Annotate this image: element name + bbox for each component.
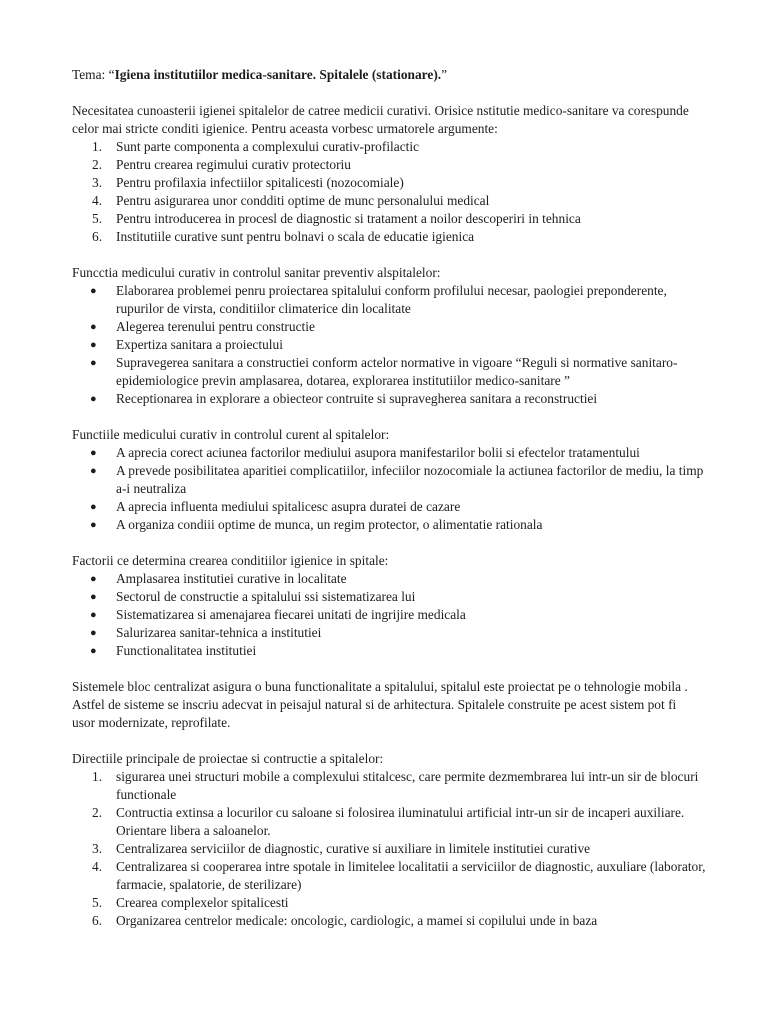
list-number: 6.: [92, 229, 103, 244]
list-item: 4. Centralizarea si cooperarea intre spotale in limitelee localitatii a serviciilor de diagnostic, auxuliare (laborator, farmacie, spalatorie, de sterilizare): [92, 859, 706, 892]
list-item: 1. sigurarea unei structuri mobile a complexului stitalcesc, care permite dezmembrarea lui intr-un sir de blocuri functionale: [92, 769, 699, 802]
list-number: 5.: [92, 211, 103, 226]
section-heading: Funcctia medicului curativ in controlul sanitar preventiv alspitalelor:: [72, 265, 441, 280]
list-number: 1.: [92, 139, 103, 154]
list-item: ● A organiza condiii optime de munca, un regim protector, o alimentatie rationala: [90, 517, 543, 532]
bullet-icon: ●: [90, 357, 97, 369]
bullet-icon: ●: [90, 501, 97, 513]
bullet-icon: ●: [90, 465, 97, 477]
bullet-list: [72, 444, 768, 534]
intro-numbered-list: [72, 138, 768, 246]
list-item: 5. Crearea complexelor spitalicesti: [92, 895, 289, 910]
bullet-icon: ●: [90, 339, 97, 351]
bullet-icon: ●: [90, 609, 97, 621]
section-heading: Directiile principale de proiectae si contructie a spitalelor:: [72, 751, 384, 766]
bullet-icon: ●: [90, 519, 97, 531]
bullet-icon: ●: [90, 591, 97, 603]
list-item: ● Sectorul de constructie a spitalului ssi sistematizarea lui: [90, 589, 416, 604]
numbered-list: [72, 768, 768, 930]
bullet-list: [72, 570, 768, 660]
list-number: 5.: [92, 895, 103, 910]
list-item: ● A aprecia corect aciunea factorilor mediului asupora manifestarilor bolii si efectelor tratamentului: [90, 445, 640, 460]
list-item: 3. Centralizarea serviciilor de diagnostic, curative si auxiliare in limitele institutiei curative: [92, 841, 591, 856]
list-item: 1. Sunt parte componenta a complexului curativ-profilactic: [92, 139, 420, 154]
list-item: 4. Pentru asigurarea unor condditi optime de munc personalului medical: [92, 193, 490, 208]
list-item: ● Alegerea terenului pentru constructie: [90, 319, 315, 334]
section-heading: Functiile medicului curativ in controlul curent al spitalelor:: [72, 427, 390, 442]
list-item: 3. Pentru profilaxia infectiilor spitalicesti (nozocomiale): [92, 175, 404, 190]
list-number: 3.: [92, 175, 103, 190]
document-title: [72, 66, 768, 84]
list-number: 6.: [92, 913, 103, 928]
list-item: ● Sistematizarea si amenajarea fiecarei unitati de ingrijire medicala: [90, 607, 466, 622]
list-item: ● Supravegerea sanitara a constructiei conform actelor normative in vigoare “Reguli si normative sanitaro-epidemiologice previn amplasarea, dotarea, explorarea institutiilor medico-sanitare ”: [90, 355, 678, 388]
list-item: ● Elaborarea problemei penru proiectarea spitalului conform profilului necesar, paologiei preponderente, rupurilor de virsta, conditiilor climaterice din localitate: [90, 283, 667, 316]
bullet-list: [72, 282, 768, 408]
body-paragraph: Sistemele bloc centralizat asigura o buna functionalitate a spitalului, spitalul este proiectat pe o tehnologie mobila . Astfel de sisteme se inscriu adecvat in peisajul natural si de arhitectura. Spitalele construite pe acest sistem pot fi usor modernizate, reprofilate.: [72, 679, 688, 730]
list-item: 6. Institutiile curative sunt pentru bolnavi o scala de educatie igienica: [92, 229, 475, 244]
bullet-icon: ●: [90, 285, 97, 297]
list-item: ● Functionalitatea institutiei: [90, 643, 257, 658]
section-heading: Factorii ce determina crearea conditiilor igienice in spitale:: [72, 553, 389, 568]
title-suffix: ”: [441, 67, 448, 82]
list-item: ● Salurizarea sanitar-tehnica a institutiei: [90, 625, 322, 640]
list-number: 2.: [92, 805, 103, 820]
list-item: ● A prevede posibilitatea aparitiei complicatiilor, infeciilor nozocomiale la actiunea factorilor de mediu, la timp a-i neutraliza: [90, 463, 704, 496]
title-bold: Igiena institutiilor medica-sanitare. Spitalele (stationare).: [114, 67, 442, 82]
list-item: ● Amplasarea institutiei curative in localitate: [90, 571, 347, 586]
list-item: ● Expertiza sanitara a proiectului: [90, 337, 283, 352]
list-number: 3.: [92, 841, 103, 856]
list-item: ● A aprecia influenta mediului spitalicesc asupra duratei de cazare: [90, 499, 461, 514]
list-number: 2.: [92, 157, 103, 172]
bullet-icon: ●: [90, 447, 97, 459]
bullet-icon: ●: [90, 573, 97, 585]
title-prefix: Tema: “: [72, 67, 115, 82]
bullet-icon: ●: [90, 645, 97, 657]
list-item: 5. Pentru introducerea in procesl de diagnostic si tratament a noilor descoperiri in tehnica: [92, 211, 581, 226]
list-item: 6. Organizarea centrelor medicale: oncologic, cardiologic, a mamei si copilului unde in baza: [92, 913, 598, 928]
bullet-icon: ●: [90, 321, 97, 333]
list-item: 2. Pentru crearea regimului curativ protectoriu: [92, 157, 351, 172]
list-number: 4.: [92, 859, 103, 874]
bullet-icon: ●: [90, 393, 97, 405]
intro-paragraph: Necesitatea cunoasterii igienei spitalelor de catree medicii curativi. Orisice nstitutie medico-sanitare va corespunde celor mai stricte conditi igienice. Pentru aceasta vorbesc urmatorele argumente:: [72, 103, 689, 136]
list-item: ● Receptionarea in explorare a obiecteor contruite si supravegherea sanitara a reconstructiei: [90, 391, 598, 406]
bullet-icon: ●: [90, 627, 97, 639]
list-item: 2. Contructia extinsa a locurilor cu saloane si folosirea iluminatului artificial intr-un sir de incaperi auxiliare. Orientare libera a saloanelor.: [92, 805, 685, 838]
list-number: 1.: [92, 769, 103, 784]
list-number: 4.: [92, 193, 103, 208]
